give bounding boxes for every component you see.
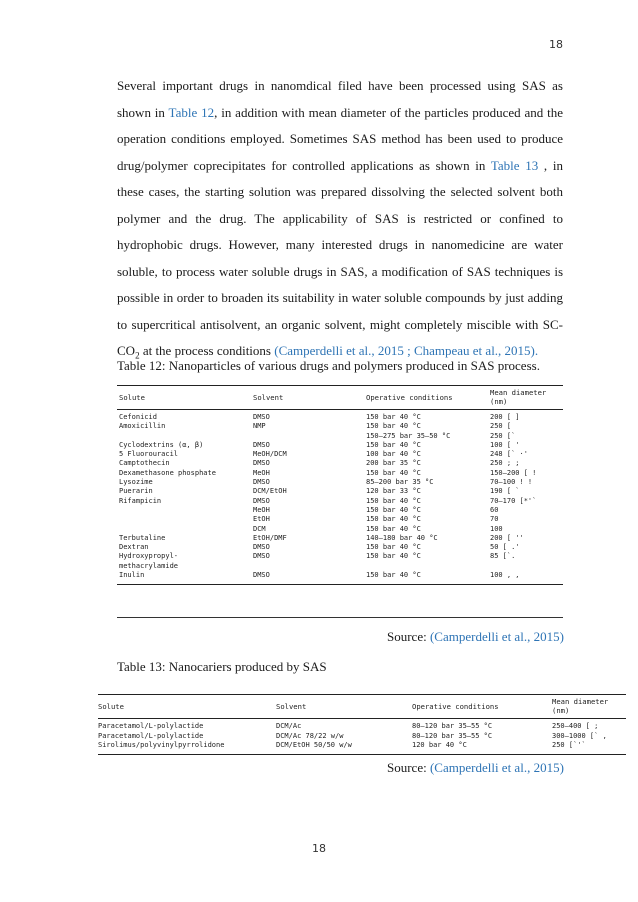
table-cell: 150 bar 40 °C xyxy=(364,571,488,585)
table-cell: 140–180 bar 40 °C xyxy=(366,533,438,542)
column-header: Operative conditions xyxy=(410,695,550,719)
table-cell xyxy=(117,515,251,524)
table-12-link[interactable]: Table 12 xyxy=(168,104,215,120)
table-cell: 150–200 [ ! xyxy=(490,468,537,477)
table-cell: Cyclodextrins (α, β) xyxy=(119,440,204,449)
column-header: Solvent xyxy=(251,386,364,410)
table-cell: 70–170 [*'` xyxy=(490,496,537,505)
table-cell: 150 bar 40 °C xyxy=(366,524,421,533)
table-row xyxy=(98,719,626,732)
table-12-caption: Table 12: Nanoparticles of various drugs and polymers produced in SAS process. xyxy=(117,358,540,373)
table-cell: 250–400 [ ; xyxy=(552,722,599,730)
table-cell: Paracetamol/L-polylactide xyxy=(98,722,204,730)
table-13-caption: Table 13: Nanocariers produced by SAS xyxy=(117,659,327,674)
table-cell: DMSO xyxy=(253,413,270,421)
table-cell: 100 [ ' xyxy=(490,440,520,449)
column-header: Mean diameter (nm) xyxy=(488,386,563,410)
table-cell xyxy=(117,525,251,534)
subscript-2: 2 xyxy=(135,350,140,361)
table-cell: DMSO xyxy=(251,571,364,585)
source-label: Source: xyxy=(387,629,430,644)
table-cell: 100 xyxy=(490,524,503,533)
table-cell: 150 bar 40 °C xyxy=(366,515,421,524)
table-cell: 150 bar 40 °C xyxy=(366,413,421,421)
table-cell: Rifampicin xyxy=(119,496,162,505)
table-row xyxy=(117,450,563,459)
table-cell xyxy=(488,562,563,571)
table-cell: 50 [ .' xyxy=(490,543,520,552)
table-cell: 250 ; ; xyxy=(490,459,520,468)
source-citation-link[interactable]: (Camperdelli et al., 2015) xyxy=(429,629,564,644)
table-13-source xyxy=(387,760,564,776)
table-row xyxy=(117,432,563,441)
column-header: Solvent xyxy=(274,695,410,719)
citation-link[interactable]: (Camperdelli et al., 2015 ; Champeau et al., 2015). xyxy=(274,343,539,358)
table-cell: MeOH/DCM xyxy=(253,450,287,459)
table-cell: 60 xyxy=(490,505,499,514)
table-row xyxy=(117,562,563,571)
table-cell: DCM/EtOH 50/50 w/w xyxy=(274,741,410,754)
table-cell: 70 xyxy=(490,515,499,524)
table-cell xyxy=(117,506,251,515)
table-header-row xyxy=(98,695,626,719)
table-cell: DCM xyxy=(253,524,266,533)
table-cell: Hydroxypropyl- xyxy=(119,552,179,561)
table-row xyxy=(117,534,563,543)
table-cell: Terbutaline xyxy=(119,533,166,542)
table-cell: DCM/Ac 78/22 w/w xyxy=(276,731,344,740)
table-cell: 70–100 ! ! xyxy=(490,478,533,487)
table-cell: 250 [`'` xyxy=(550,741,626,754)
table-cell: Paracetamol/L-polylactide xyxy=(98,731,204,740)
table-13 xyxy=(98,694,626,755)
table-cell: 100 , , xyxy=(488,571,563,585)
table-row xyxy=(117,506,563,515)
table-cell: DMSO xyxy=(253,552,270,561)
table-cell: 85–200 bar 35 °C xyxy=(366,478,434,487)
table-cell: DCM/EtOH xyxy=(253,487,287,496)
source-label: Source: xyxy=(387,760,430,775)
table-cell: DMSO xyxy=(253,496,270,505)
table-row xyxy=(98,741,626,754)
table-row xyxy=(117,478,563,487)
paragraph-text-2: , in addition with mean diameter of the particles produced and the operation conditions employed. Sometimes SAS method has been used to produce drug/polymer coprecipitates for controlled applications as shown in xyxy=(117,104,563,173)
table-12-source xyxy=(387,629,564,645)
table-row xyxy=(117,441,563,450)
table-cell: Sirolimus/polyvinylpyrrolidone xyxy=(98,741,274,754)
table-cell: 150 bar 40 °C xyxy=(366,543,421,552)
table-cell xyxy=(117,432,251,441)
source-citation-link[interactable]: (Camperdelli et al., 2015) xyxy=(429,760,564,775)
table-row xyxy=(117,571,563,585)
table-cell xyxy=(251,432,364,441)
table-12 xyxy=(117,385,563,585)
table-cell: 200 [ '' xyxy=(490,533,524,542)
table-cell: EtOH xyxy=(253,515,270,524)
table-cell: Dexamethasone phosphate xyxy=(119,468,216,477)
table-header-row xyxy=(117,386,563,410)
table-row xyxy=(117,487,563,496)
table-cell: 80–120 bar 35–55 °C xyxy=(412,722,493,730)
table-cell: Puerarin xyxy=(119,487,153,496)
table-row xyxy=(117,515,563,524)
table-cell xyxy=(251,562,364,571)
table-cell: Dextran xyxy=(119,543,149,552)
page-number-top: 18 xyxy=(549,38,563,51)
table-cell: 85 [`. xyxy=(490,552,516,561)
table-cell: Amoxicillin xyxy=(119,422,166,431)
table-cell: DMSO xyxy=(253,543,270,552)
page-number-bottom: 18 xyxy=(312,842,326,855)
table-cell: DMSO xyxy=(253,478,270,487)
column-header: Mean diameter (nm) xyxy=(550,695,626,719)
table-cell: MeOH xyxy=(253,505,270,514)
table-row xyxy=(117,497,563,506)
column-header: Solute xyxy=(117,386,251,410)
table-cell: 248 [` ·' xyxy=(490,450,528,459)
table-row xyxy=(117,543,563,552)
table-cell: 150 bar 40 °C xyxy=(366,552,421,561)
table-cell: 150–275 bar 35–50 °C xyxy=(366,431,451,440)
paragraph-text-1: Several important drugs in nanomdical filed have been processed using SAS as shown in xyxy=(117,78,563,120)
table-cell: 150 bar 40 °C xyxy=(366,505,421,514)
table-cell: Inulin xyxy=(117,571,251,585)
table-cell: 120 bar 33 °C xyxy=(366,487,421,496)
table-cell: 190 [ ` xyxy=(490,487,520,496)
table-cell: 80–120 bar 35–55 °C xyxy=(412,731,493,740)
table-cell: 250 [ xyxy=(490,422,512,431)
body-paragraph xyxy=(117,73,563,365)
table-13-link[interactable]: Table 13 xyxy=(490,157,539,173)
table-cell: Camptothecin xyxy=(119,459,170,468)
table-cell: MeOH xyxy=(253,468,270,477)
table-row xyxy=(117,525,563,534)
paragraph-text-3: , in these cases, the starting solution was prepared dissolving the selected solvent both polymer and the drug. The applicability of SAS is restricted or confined to hydrophobic drugs. However, many interested drugs in nanomedicine are water soluble, to process water soluble drugs in SAS, a modification of SAS techniques is possible in order to broaden its suitability in water soluble compounds by just adding to supercritical antisolvent, an organic solvent, might completely miscible with SC-CO xyxy=(117,157,563,358)
table-cell: DCM/Ac xyxy=(276,722,302,730)
table-cell: 150 bar 40 °C xyxy=(366,440,421,449)
table-cell: 150 bar 40 °C xyxy=(366,422,421,431)
table-cell: methacrylamide xyxy=(119,561,179,570)
table-cell: 150 bar 40 °C xyxy=(366,496,421,505)
table-row xyxy=(117,410,563,423)
table-row xyxy=(117,422,563,431)
table-cell: 200 bar 35 °C xyxy=(366,459,421,468)
column-header: Solute xyxy=(98,695,274,719)
table-row xyxy=(117,469,563,478)
table-cell: 150 bar 40 °C xyxy=(366,468,421,477)
table-cell: DMSO xyxy=(253,440,270,449)
table-cell: DMSO xyxy=(253,459,270,468)
table-row xyxy=(117,459,563,468)
table-cell: 200 [ ] xyxy=(490,413,520,421)
table-cell: 5 Fluorouracil xyxy=(119,450,179,459)
table-row xyxy=(98,732,626,742)
table-cell xyxy=(364,562,488,571)
divider-line xyxy=(117,617,563,618)
table-cell: 250 [` xyxy=(490,431,516,440)
table-cell: Cefonicid xyxy=(119,413,157,421)
table-cell: 300–1000 [` , xyxy=(552,731,607,740)
table-cell: Lysozime xyxy=(119,478,153,487)
table-cell: EtOH/DMF xyxy=(253,533,287,542)
column-header: Operative conditions xyxy=(364,386,488,410)
table-row xyxy=(117,552,563,561)
paragraph-text-4: at the process conditions xyxy=(139,343,275,358)
table-cell: 100 bar 40 °C xyxy=(366,450,421,459)
table-cell: 120 bar 40 °C xyxy=(410,741,550,754)
table-cell: NMP xyxy=(253,422,266,431)
